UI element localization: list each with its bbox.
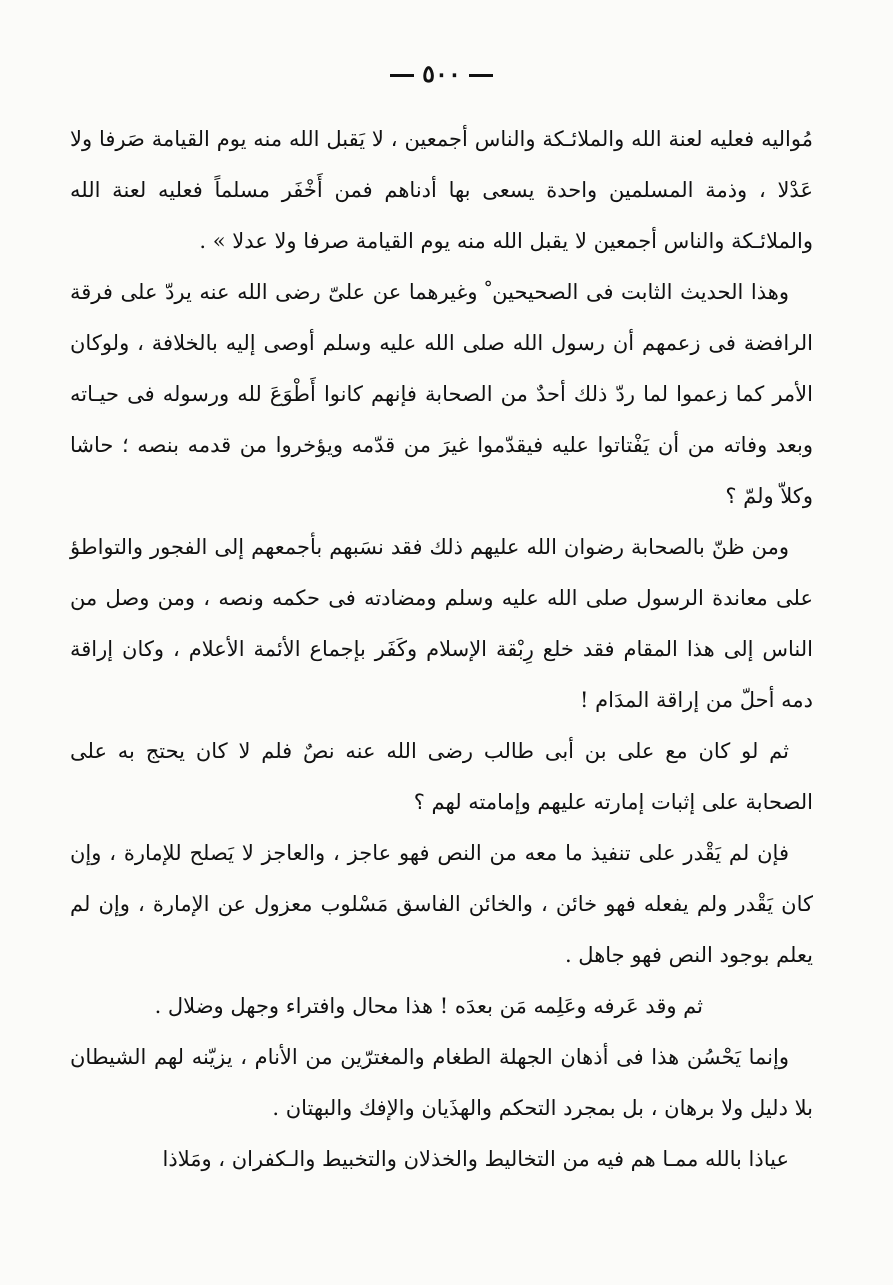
paragraph-6: ثم وقد عَرفه وعَلِمه مَن بعدَه ! هذا محال وافتراء وجهل وضلال . — [154, 994, 703, 1018]
paragraph-2: وهذا الحديث الثابت فى الصحيحين ْ وغيرهما عن علىّ رضى الله عنه يردّ على فرقة الرافضة فى زعمهم أن رسول الله صلى الله عليه وسلم أوصى إليه بالخلافة ، ولوكان الأمر كما زعموا لما ردّ ذلك أحدٌ من الصحابة فإنهم كانوا أَطْوَعَ لله ورسوله فى حيـاته وبعد وفاته من أن يَفْتاتوا عليه فيقدّموا غيرَ من قدّمه ويؤخروا من قدمه بنصه ؛ حاشا وكلاّ ولمّ ؟ — [70, 280, 813, 508]
paragraph-7: وإنما يَحْسُن هذا فى أذهان الجهلة الطغام والمغترّين من الأنام ، يزيّنه لهم الشيطان بلا دليل ولا برهان ، بل بمجرد التحكم والهذَيان والإفك والبهتان . — [70, 1045, 813, 1120]
page-number: ٥٠٠ — [422, 59, 461, 88]
paragraph-1: مُواليه فعليه لعنة الله والملائـكة والناس أجمعين ، لا يَقبل الله منه يوم القيامة صَرفا ولا عَدْلا ، وذمة المسلمين واحدة يسعى بها أدناهم فمن أَخْفَر مسلماً فعليه لعنة الله والملائـكة والناس أجمعين لا يقبل الله منه يوم القيامة صرفا ولا عدلا » . — [70, 127, 813, 253]
header-dash-left — [390, 74, 414, 77]
header-dash-right — [469, 74, 493, 77]
paragraph-4: ثم لو كان مع على بن أبى طالب رضى الله عنه نصٌ فلم لا كان يحتج به على الصحابة على إثبات إمارته عليهم وإمامته لهم ؟ — [70, 739, 813, 814]
paragraph-5: فإن لم يَقْدر على تنفيذ ما معه من النص فهو عاجز ، والعاجز لا يَصلح للإمارة ، وإن كان يَقْدر ولم يفعله فهو خائن ، والخائن الفاسق مَسْلوب معزول عن الإمارة ، وإن لم يعلم بوجود النص فهو جاهل . — [70, 841, 813, 967]
paragraph-8: عياذا بالله ممـا هم فيه من التخاليط والخذلان والتخبيط والـكفران ، ومَلاذا — [162, 1147, 789, 1171]
paragraph-3: ومن ظنّ بالصحابة رضوان الله عليهم ذلك فقد نسَبهم بأجمعهم إلى الفجور والتواطؤ على معاندة الرسول صلى الله عليه وسلم ومضادته فى حكمه ونصه ، ومن وصل من الناس إلى هذا المقام فقد خلع رِبْقة الإسلام وكَفَر بإجماع الأئمة الأعلام ، وكان إراقة دمه أحلّ من إراقة المدَام ! — [70, 535, 813, 712]
page-header — [70, 52, 813, 96]
